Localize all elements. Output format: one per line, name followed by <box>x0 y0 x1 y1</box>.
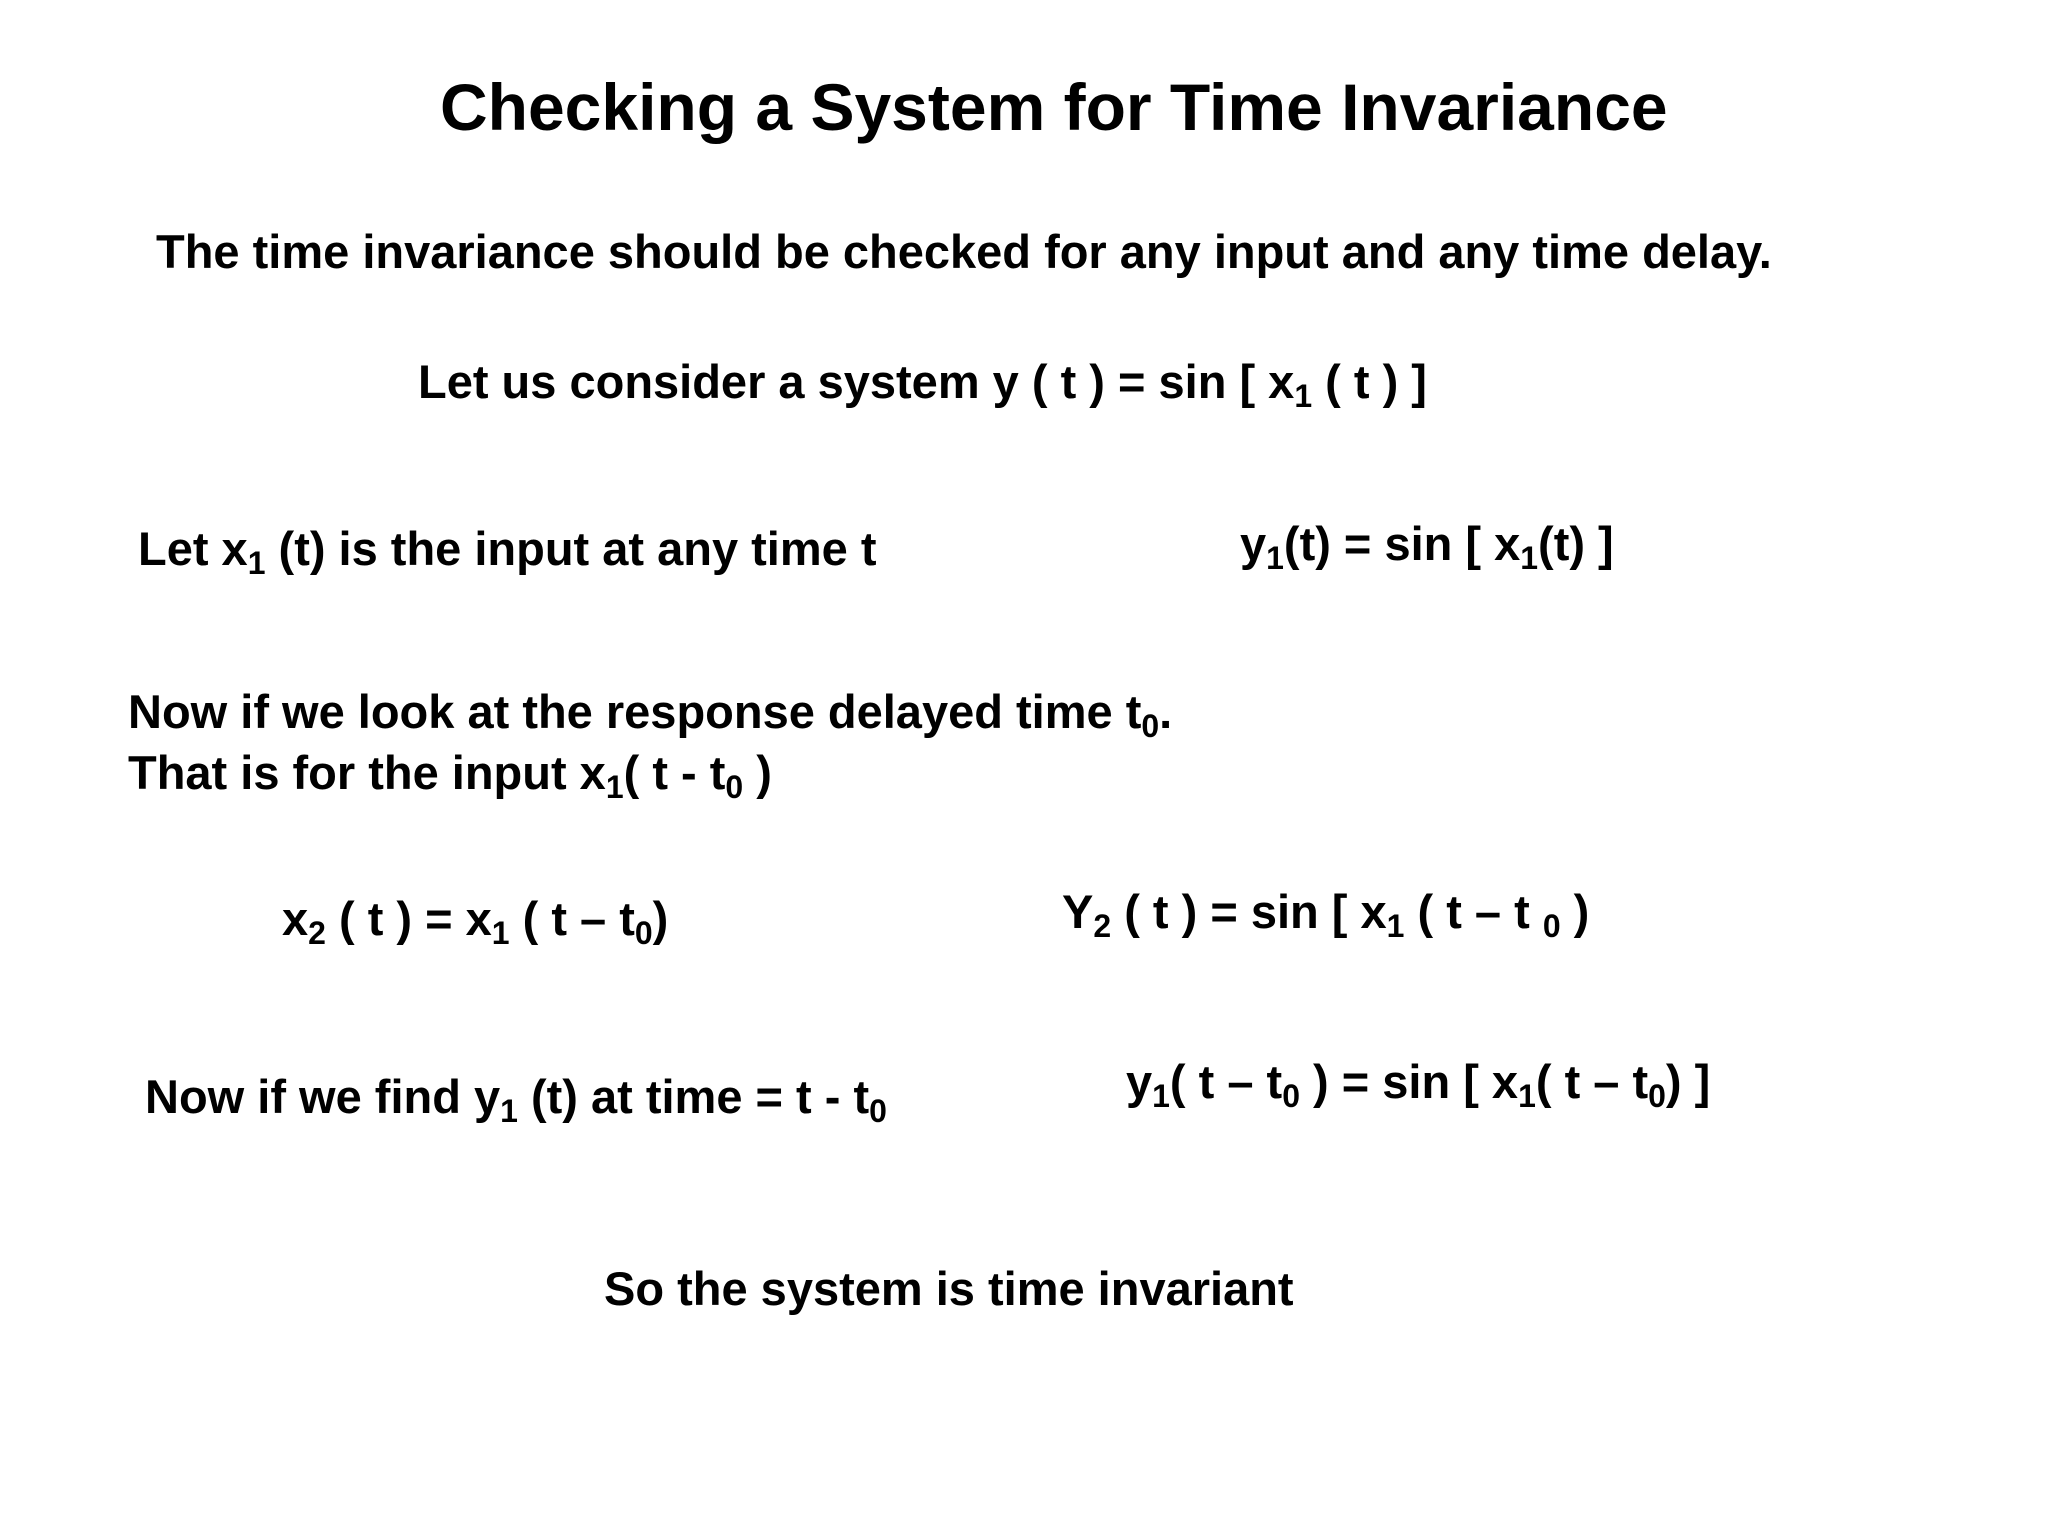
output-equation: $y_1(t) = \sin$ [ $x_1(t)$ ] <box>1240 517 1614 576</box>
subscript: 1 <box>1152 1077 1170 1114</box>
subscript: 1 <box>1520 539 1539 576</box>
x2-equation: $x_2$ ( t ) = $x_1$ ( t – $t_0$) <box>282 892 669 951</box>
subscript: 0 <box>1542 907 1561 944</box>
conclusion: So the system is time invariant <box>604 1262 1294 1315</box>
y2-equation: $Y_2$ ( t ) = sin [ $x_1$ ( t – t $_0$ ) <box>1062 885 1590 944</box>
delayed-input-statement: That is for the input $x_1$( t - $t_0$ ) <box>128 746 772 805</box>
system-definition: Let us consider a system y ( t ) = sin [ $x_1$ ( t ) ] <box>418 355 1427 414</box>
subscript: 0 <box>1141 707 1160 744</box>
delay-statement: Now if we look at the response delayed time $t_0$. <box>128 685 1173 744</box>
subscript: 1 <box>491 914 510 951</box>
subscript: 1 <box>247 544 266 581</box>
subscript: 0 <box>725 768 744 805</box>
subscript: 1 <box>1386 907 1405 944</box>
subscript: 0 <box>1648 1077 1666 1114</box>
subscript: 1 <box>500 1092 518 1129</box>
subscript: 0 <box>634 914 653 951</box>
intro-statement: The time invariance should be checked for any input and any time delay. <box>156 225 1772 278</box>
y1-delayed-equation: $y_1$( t – $t_0$ ) = sin [ $x_1$( t – $t_0$) ] <box>1126 1055 1711 1114</box>
page-title: Checking a System for Time Invariance <box>440 70 1668 144</box>
subscript: 1 <box>1266 539 1284 576</box>
find-statement: Now if we find $y_1$ (t) at time = t - $t_0$ <box>145 1070 887 1129</box>
subscript: 1 <box>1294 377 1313 414</box>
subscript: 0 <box>869 1092 887 1129</box>
subscript: 2 <box>1093 907 1112 944</box>
subscript: 0 <box>1282 1077 1300 1114</box>
subscript: 1 <box>605 768 624 805</box>
input-statement: Let $x_1$ (t) is the input at any time t <box>138 522 877 581</box>
subscript: 1 <box>1518 1077 1536 1114</box>
subscript: 2 <box>308 914 326 951</box>
